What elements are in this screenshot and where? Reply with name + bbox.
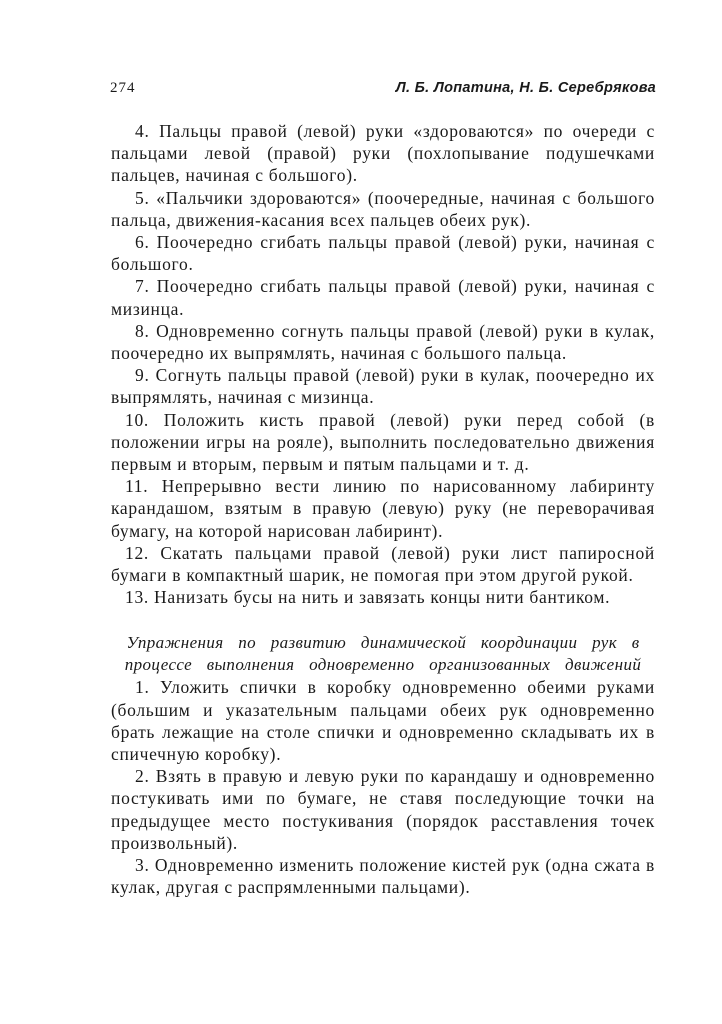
exercise-paragraph: 8. Одновременно согнуть пальцы правой (левой) руки в кулак, поочередно их выпрямлять, начиная с большого пальца.: [111, 320, 655, 364]
exercise-paragraph: 7. Поочередно сгибать пальцы правой (левой) руки, начиная с мизинца.: [111, 276, 655, 319]
exercise-paragraph: 13. Нанизать бусы на нить и завязать концы нити бантиком.: [125, 587, 611, 608]
running-head-authors: Л. Б. Лопатина, Н. Б. Серебрякова: [395, 80, 656, 96]
section-spacer: [111, 608, 655, 632]
exercise-paragraph: 3. Одновременно изменить положение кистей рук (одна сжата в кулак, другая с распрямленными пальцами).: [111, 855, 655, 898]
exercise-paragraph: 5. «Пальчики здороваются» (поочередные, начиная с большого пальца, движения-касания всех пальцев обеих рук).: [111, 187, 655, 230]
exercise-paragraph: 2. Взять в правую и левую руки по карандашу и одновременно постукивать ими по бумаге, не ставя последующие точки на предыдущее место постукивания (порядок расставления точек произвольный).: [111, 766, 655, 853]
exercise-paragraph: 6. Поочередно сгибать пальцы правой (левой) руки, начиная с большого.: [111, 232, 655, 275]
exercise-paragraph: 4. Пальцы правой (левой) руки «здороваются» по очереди с пальцами левой (правой) руки (похлопывание подушечками пальцев, начиная с большого).: [111, 121, 655, 186]
page-number: 274: [110, 80, 136, 96]
exercise-paragraph: 1. Уложить спички в коробку одновременно обеими руками (большим и указательным пальцами обеих рук одновременно брать лежащие на столе спички и одновременно складывать их в спичечную коробку).: [111, 677, 655, 765]
exercise-paragraph: 9. Согнуть пальцы правой (левой) руки в кулак, поочередно их выпрямлять, начиная с мизинца.: [111, 365, 655, 408]
section-heading: Упражнения по развитию динамической координации рук в процессе выполнения одновременно организованных движений: [124, 633, 642, 675]
body-text: [111, 120, 655, 899]
exercise-paragraph: 12. Скатать пальцами правой (левой) руки лист папиросной бумаги в компактный шарик, не помогая при этом другой рукой.: [111, 542, 655, 586]
exercise-paragraph: 11. Непрерывно вести линию по нарисованному лабиринту карандашом, взятым в правую (левую) руку (не переворачивая бумагу, на которой нарисован лабиринт).: [111, 476, 655, 541]
exercise-paragraph: 10. Положить кисть правой (левой) руки перед собой (в положении игры на рояле), выполнить последовательно движения первым и вторым, первым и пятым пальцами и т. д.: [111, 409, 655, 475]
